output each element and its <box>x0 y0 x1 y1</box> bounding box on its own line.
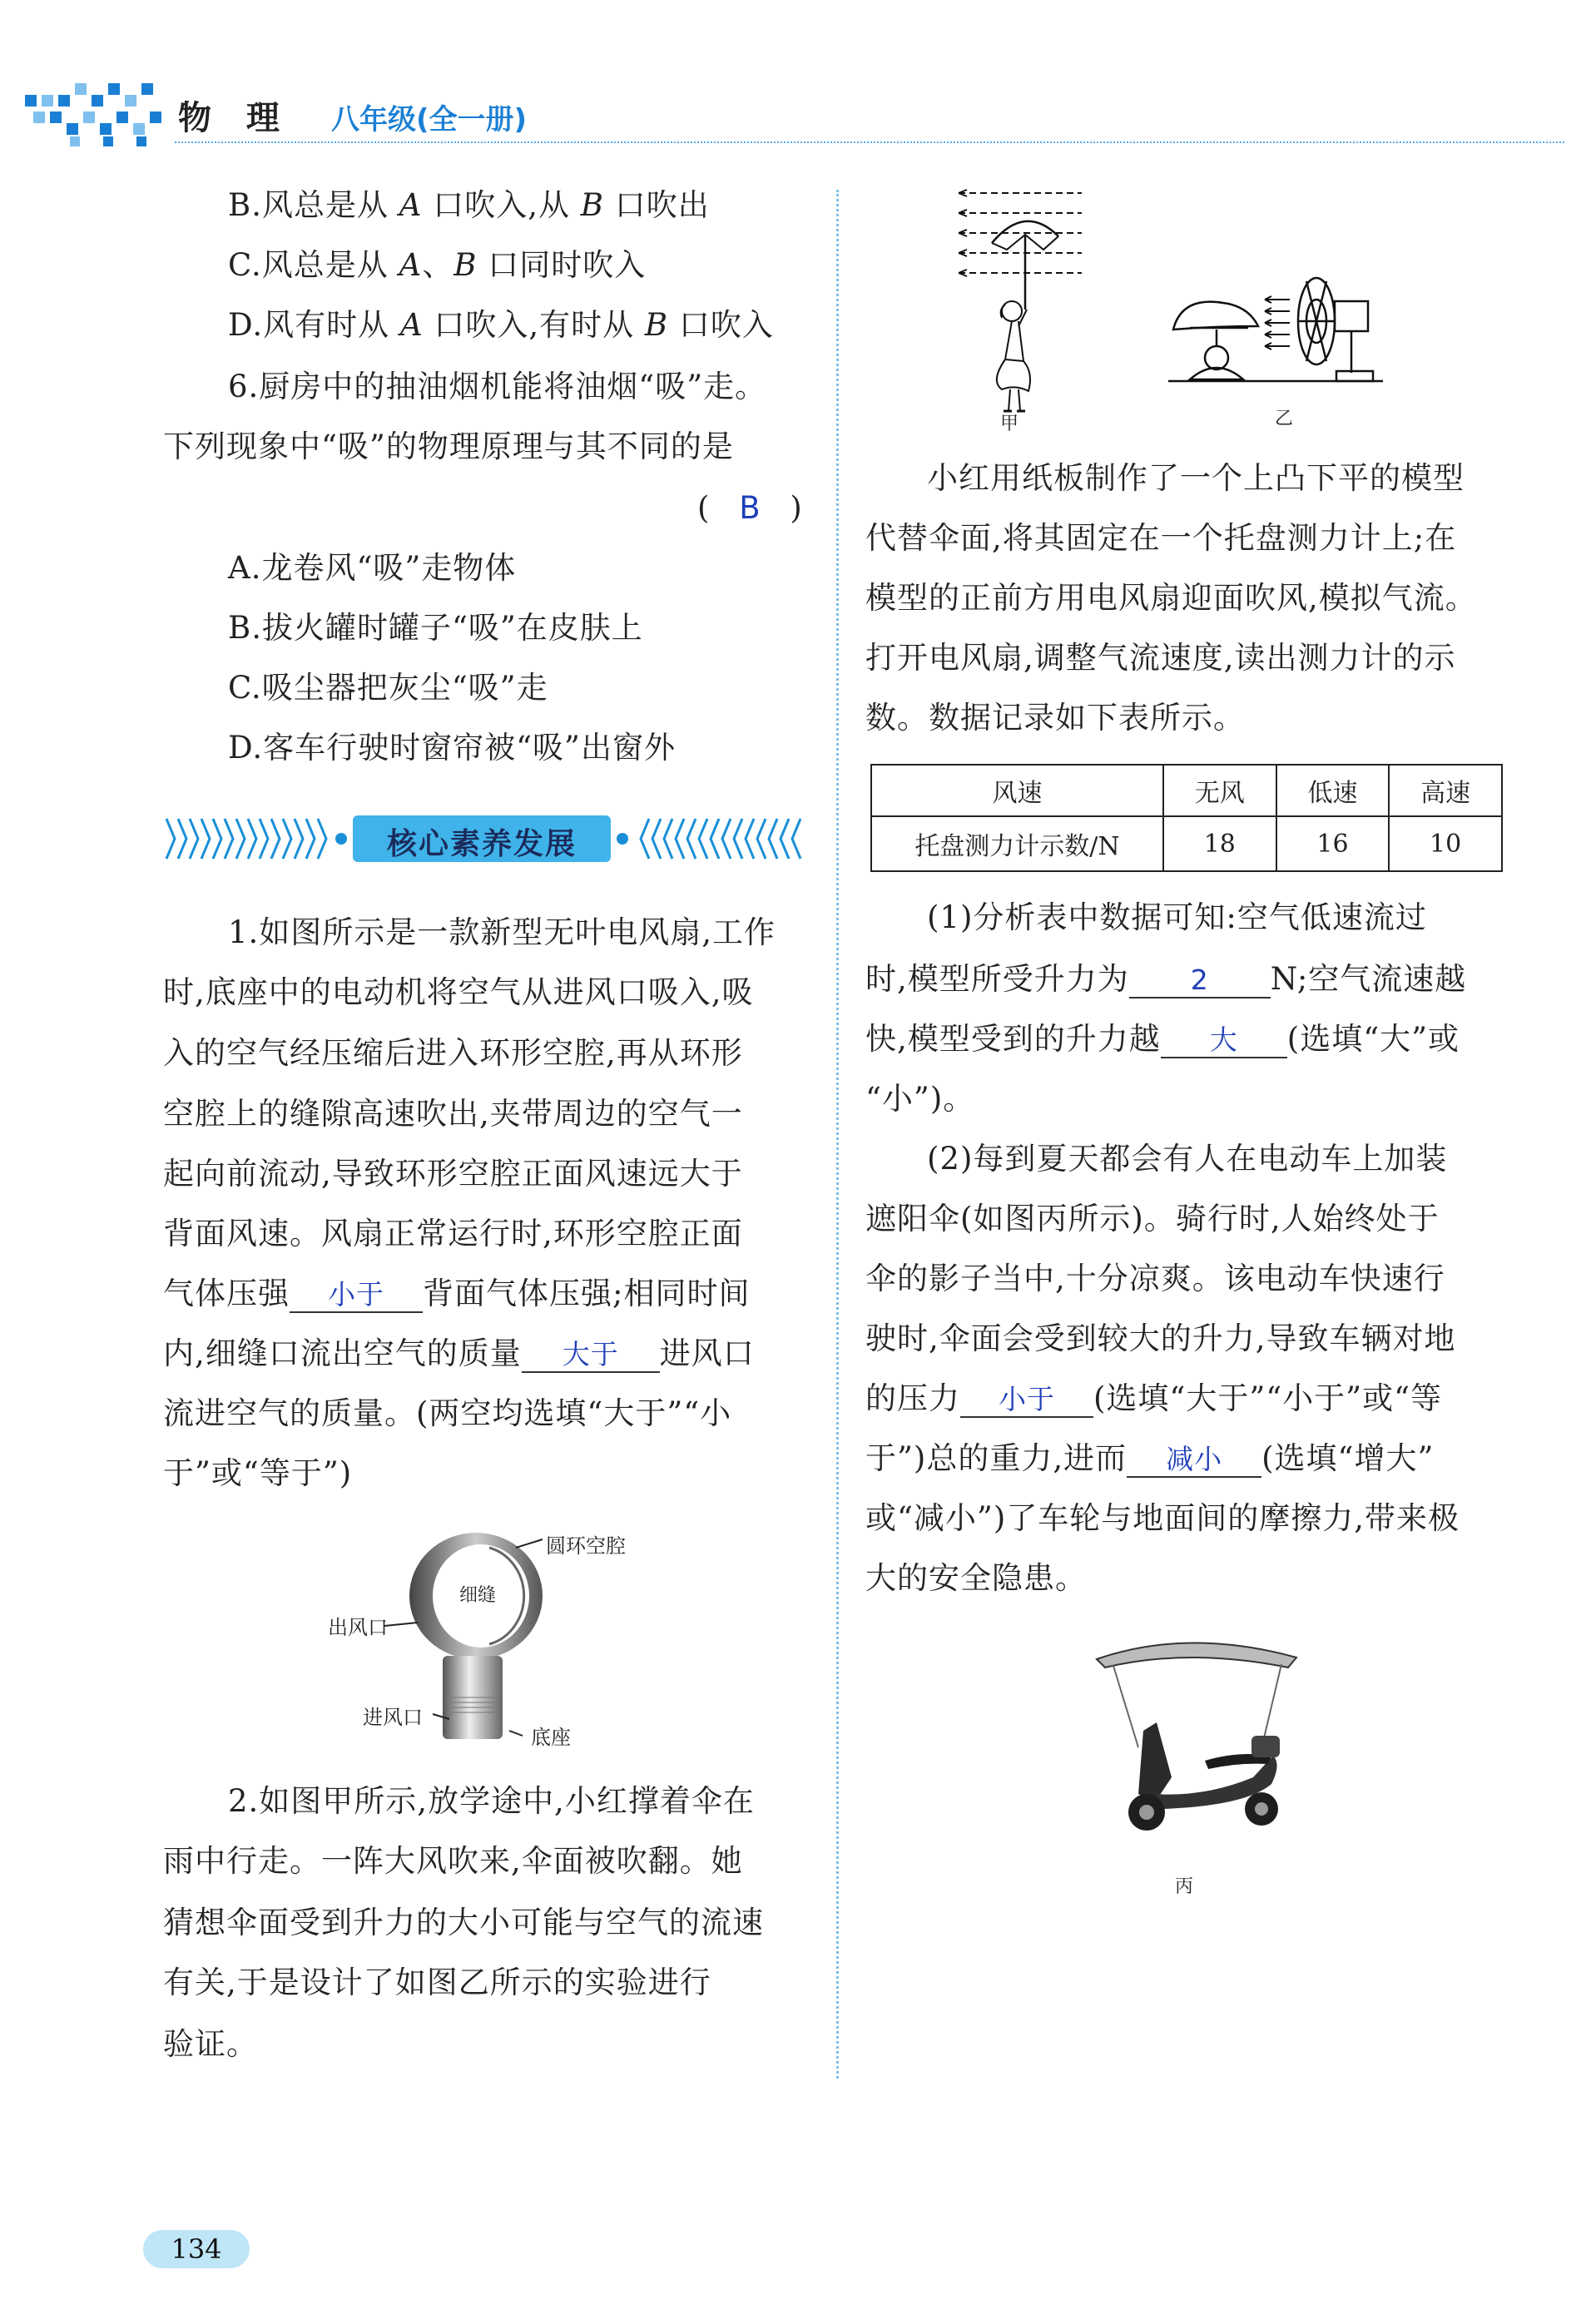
label-figure-yi: 乙 <box>1275 409 1294 429</box>
p2-line: 雨中行走。一阵大风吹来,伞面被吹翻。她 <box>163 1843 743 1879</box>
label-inlet: 进风口 <box>363 1706 423 1729</box>
table-cell: 10 <box>1389 816 1502 871</box>
p1-line7: 气体压强 小于 背面气体压强;相同时间 <box>163 1276 751 1311</box>
s1-line2: 时,模型所受升力为 2 N;空气流速越 <box>865 961 1467 997</box>
p1-line: 空腔上的缝隙高速吹出,夹带周边的空气一 <box>163 1096 743 1132</box>
figure-girl-umbrella <box>957 185 1107 426</box>
p3-line: 小红用纸板制作了一个上凸下平的模型 <box>927 460 1465 496</box>
p3-line: 模型的正前方用电风扇迎面吹风,模拟气流。 <box>865 580 1477 616</box>
p1-line: 时,底座中的电动机将空气从进风口吸入,吸 <box>163 974 754 1010</box>
p1-line: 背面风速。风扇正常运行时,环形空腔正面 <box>163 1216 743 1251</box>
s2-line5: 的压力 小于 (选填“大于”“小于”或“等 <box>865 1380 1443 1416</box>
s2-blank2: 减小 <box>1127 1443 1261 1478</box>
q6-answer-bracket: ( B ) <box>697 490 803 526</box>
s1-line4: “小”)。 <box>865 1081 975 1117</box>
p1-line: 1.如图所示是一款新型无叶电风扇,工作 <box>228 914 776 950</box>
s2-blank1: 小于 <box>960 1383 1093 1418</box>
q6-option-b: B.拔火罐时罐子“吸”在皮肤上 <box>228 610 643 646</box>
s1-blank1: 2 <box>1129 964 1271 998</box>
q5-option-b: B.风总是从 A 口吹入,从 B 口吹出 <box>228 187 710 223</box>
p3-line: 打开电风扇,调整气流速度,读出测力计的示 <box>865 640 1456 676</box>
s2-line: 伞的影子当中,十分凉爽。该电动车快速行 <box>865 1261 1445 1296</box>
section-title: 核心素养发展 <box>386 827 577 861</box>
s2-line8: 大的安全隐患。 <box>865 1560 1087 1596</box>
table-header-row <box>871 765 1502 816</box>
figure-model-scale-fan <box>1165 265 1415 398</box>
p1-line10: 于”或“等于”) <box>163 1455 353 1491</box>
p1-line: 入的空气经压缩后进入环形空腔,再从环形 <box>163 1035 743 1071</box>
table-header-cell: 无风 <box>1163 765 1276 816</box>
p2-line: 2.如图甲所示,放学途中,小红撑着伞在 <box>228 1783 755 1819</box>
s1-line1: (1)分析表中数据可知:空气低速流过 <box>927 899 1427 935</box>
table-cell: 托盘测力计示数/N <box>871 816 1163 871</box>
header-subject: 物 理 <box>178 99 291 137</box>
p1-line: 起向前流动,导致环形空腔正面风速远大于 <box>163 1156 743 1192</box>
label-figure-bing: 丙 <box>1175 1876 1194 1897</box>
table-header-cell: 风速 <box>871 765 1163 816</box>
p3-line: 代替伞面,将其固定在一个托盘测力计上;在 <box>865 520 1457 556</box>
s1-blank2: 大 <box>1161 1023 1287 1058</box>
p2-line: 有关,于是设计了如图乙所示的实验进行 <box>163 1965 711 2000</box>
p3-line: 数。数据记录如下表所示。 <box>865 700 1245 736</box>
table-header-cell: 低速 <box>1276 765 1390 816</box>
q6-stem-line1: 6.厨房中的抽油烟机能将油烟“吸”走。 <box>228 369 767 404</box>
page-number: 134 <box>171 2233 222 2265</box>
q6-answer: B <box>739 490 761 526</box>
table-cell: 18 <box>1163 816 1276 871</box>
p1-line8: 内,细缝口流出空气的质量 大于 进风口 <box>163 1335 755 1371</box>
p2-line: 验证。 <box>163 2026 258 2062</box>
label-ring-cavity: 圆环空腔 <box>546 1534 626 1558</box>
s2-line6: 于”)总的重力,进而 减小 (选填“增大” <box>865 1440 1435 1476</box>
data-table <box>870 764 1503 872</box>
s2-line: (2)每到夏天都会有人在电动车上加装 <box>927 1141 1448 1177</box>
label-slit: 细缝 <box>459 1585 497 1606</box>
p1-line9: 流进空气的质量。(两空均选填“大于”“小 <box>163 1395 732 1431</box>
table-cell: 16 <box>1276 816 1390 871</box>
q5-option-c: C.风总是从 A、B 口同时吹入 <box>228 247 647 283</box>
s2-line: 遮阳伞(如图丙所示)。骑行时,人始终处于 <box>865 1201 1440 1236</box>
header-rule <box>175 141 1564 143</box>
q5-option-d: D.风有时从 A 口吹入,有时从 B 口吹入 <box>228 307 774 343</box>
p1-blank1: 小于 <box>290 1278 423 1313</box>
header-dots-decoration <box>20 80 170 150</box>
label-outlet: 出风口 <box>328 1616 388 1639</box>
header-grade: 八年级(全一册) <box>331 103 528 136</box>
s2-line7: 或“减小”)了车轮与地面间的摩擦力,带来极 <box>865 1500 1460 1536</box>
q6-option-c: C.吸尘器把灰尘“吸”走 <box>228 670 548 706</box>
table-row <box>871 816 1502 871</box>
p1-blank2: 大于 <box>522 1338 660 1373</box>
column-divider <box>836 190 839 2079</box>
label-figure-jia: 甲 <box>1000 414 1019 434</box>
label-base: 底座 <box>531 1726 571 1749</box>
q6-option-d: D.客车行驶时窗帘被“吸”出窗外 <box>228 730 676 766</box>
table-header-cell: 高速 <box>1389 765 1502 816</box>
s2-line: 驶时,伞面会受到较大的升力,导致车辆对地 <box>865 1321 1456 1356</box>
s1-line3: 快,模型受到的升力越 大 (选填“大”或 <box>865 1021 1460 1057</box>
q6-option-a: A.龙卷风“吸”走物体 <box>228 550 517 586</box>
figure-scooter-umbrella <box>1063 1631 1313 1847</box>
p2-line: 猜想伞面受到升力的大小可能与空气的流速 <box>163 1905 764 1940</box>
q6-stem-line2: 下列现象中“吸”的物理原理与其不同的是 <box>163 429 734 464</box>
